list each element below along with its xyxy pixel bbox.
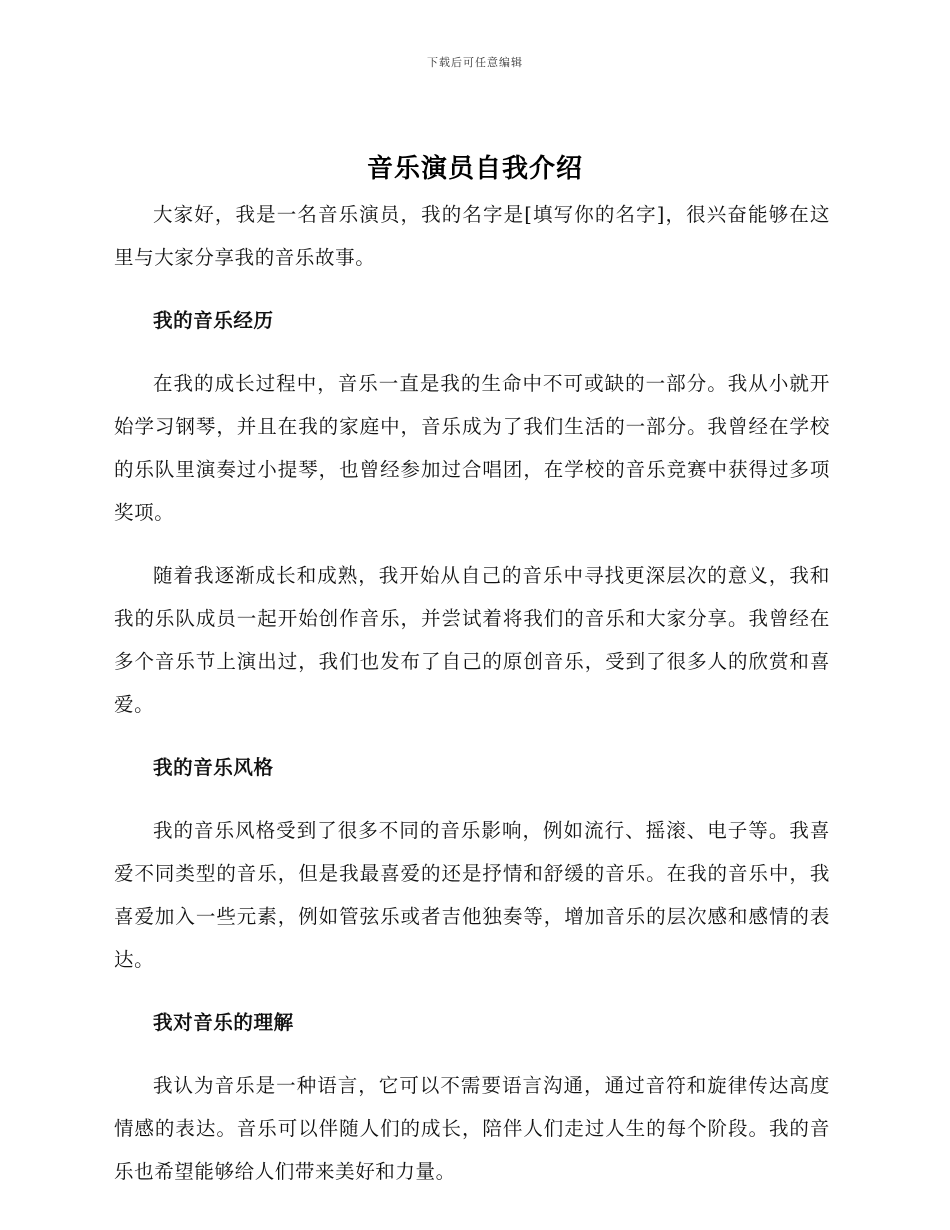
section-music-experience (114, 299, 830, 726)
section-heading: 我的音乐经历 (153, 309, 274, 332)
section-paragraph: 我认为音乐是一种语言，它可以不需要语言沟通，通过音符和旋律传达高度情感的表达。音乐可以伴随人们的成长，陪伴人们走过人生的每个阶段。我的音乐也希望能够给人们带来美好和力量。 (114, 1074, 830, 1183)
section-paragraph: 在我的成长过程中，音乐一直是我的生命中不可或缺的一部分。我从小就开始学习钢琴，并且在我的家庭中，音乐成为了我们生活的一部分。我曾经在学校的乐队里演奏过小提琴，也曾经参加过合唱团，在学校的音乐竞赛中获得过多项奖项。 (114, 372, 830, 524)
section-music-understanding (114, 1001, 830, 1193)
section-paragraph: 随着我逐渐成长和成熟，我开始从自己的音乐中寻找更深层次的意义，我和我的乐队成员一起开始创作音乐，并尝试着将我们的音乐和大家分享。我曾经在多个音乐节上演出过，我们也发布了自己的原创音乐，受到了很多人的欣赏和喜爱。 (114, 564, 830, 716)
intro-paragraph: 大家好，我是一名音乐演员，我的名字是[填写你的名字]，很兴奋能够在这里与大家分享我的音乐故事。 (114, 203, 830, 269)
section-paragraph: 我的音乐风格受到了很多不同的音乐影响，例如流行、摇滚、电子等。我喜爱不同类型的音乐，但是我最喜爱的还是抒情和舒缓的音乐。在我的音乐中，我喜爱加入一些元素，例如管弦乐或者吉他独奏等，增加音乐的层次感和感情的表达。 (114, 819, 830, 971)
page-header-note: 下载后可任意编辑 (427, 56, 523, 69)
document-title: 音乐演员自我介绍 (366, 154, 583, 184)
section-music-style (114, 746, 830, 981)
document-body (114, 193, 830, 1213)
section-heading: 我的音乐风格 (153, 756, 274, 779)
section-heading: 我对音乐的理解 (153, 1011, 294, 1034)
